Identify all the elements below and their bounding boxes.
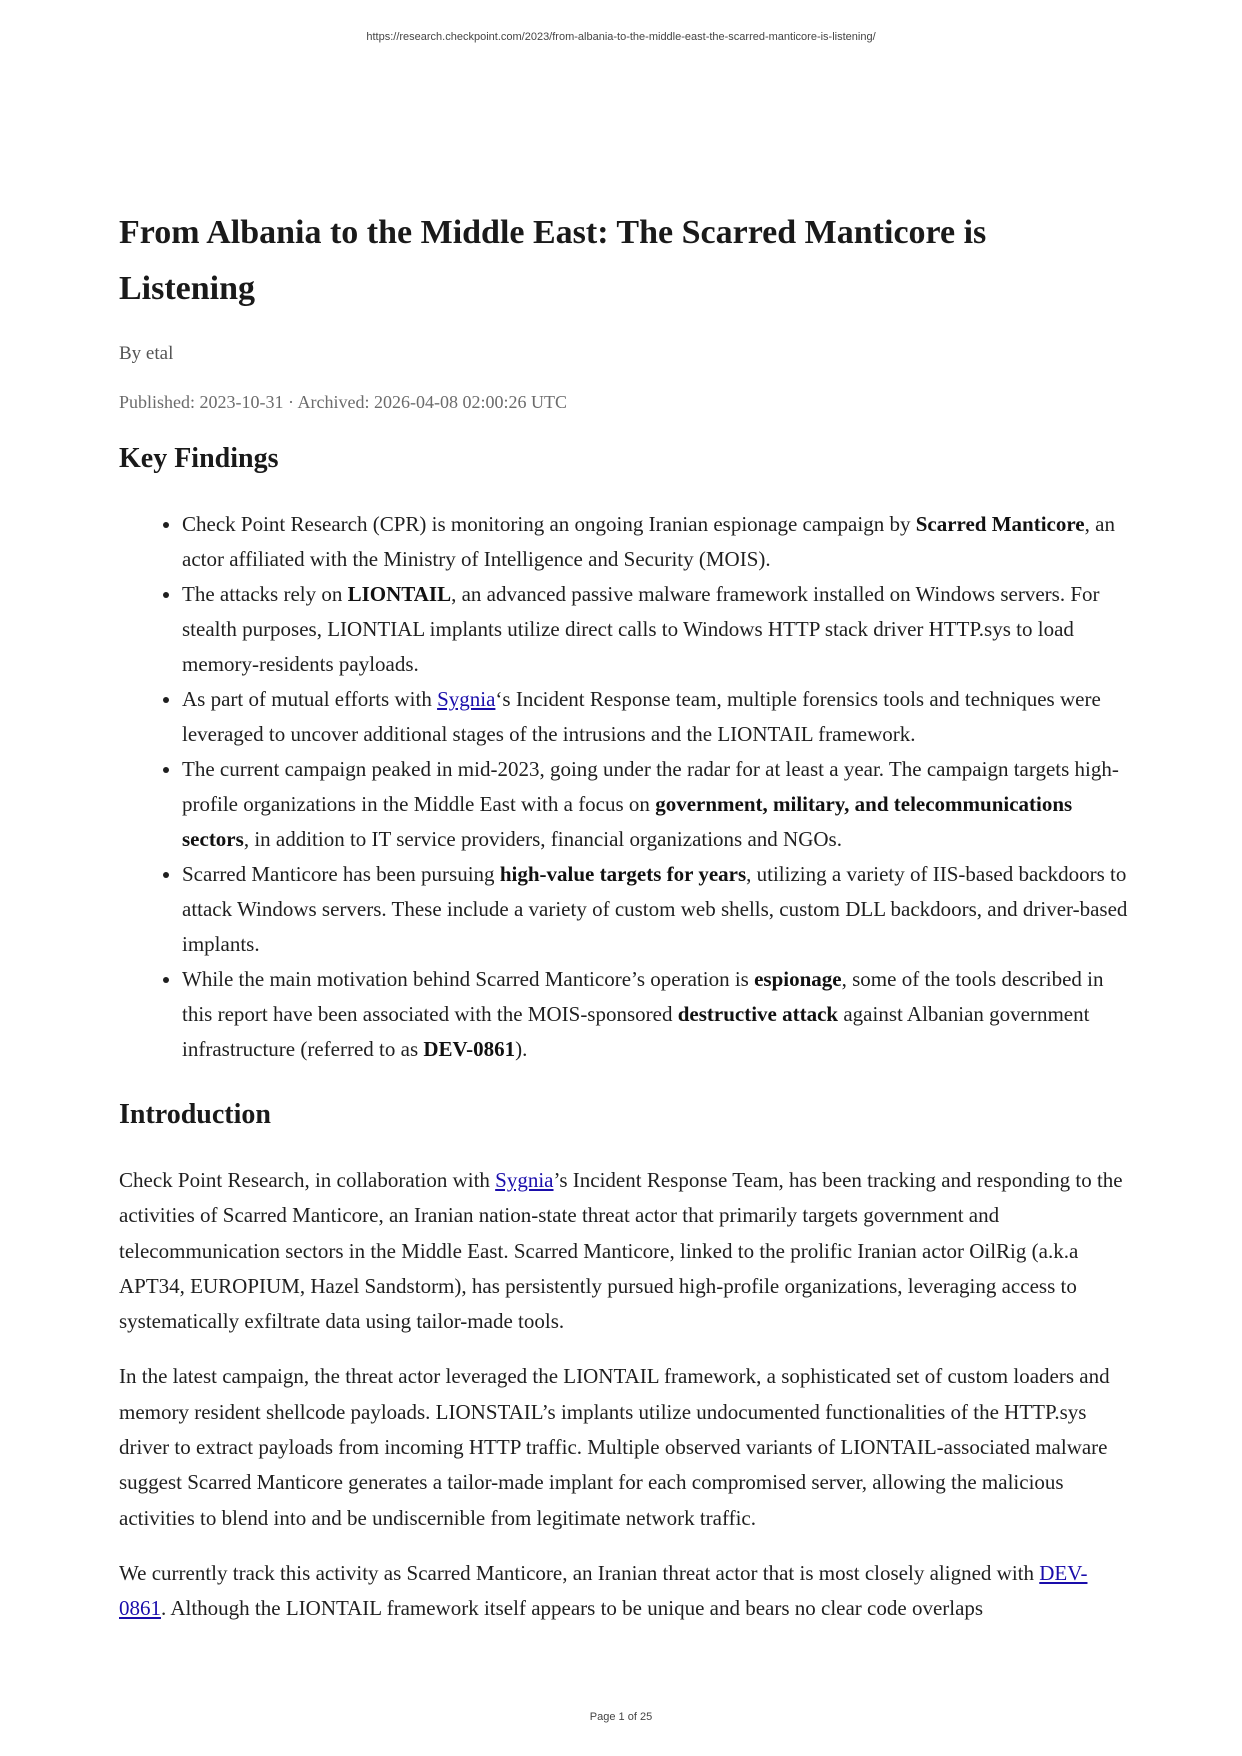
intro-paragraph xyxy=(119,1163,1129,1339)
sygnia-link[interactable]: Sygnia xyxy=(495,1168,554,1192)
text: The attacks rely on xyxy=(182,582,348,606)
text: As part of mutual efforts with xyxy=(182,687,438,711)
key-findings-heading: Key Findings xyxy=(119,443,279,474)
text: . Although the LIONTAIL framework itself appears to be unique and bears no clear code overlaps xyxy=(161,1596,984,1621)
text: ). xyxy=(515,1037,528,1061)
bold-text: DEV-0861 xyxy=(423,1037,516,1061)
bold-text: destructive attack xyxy=(677,1002,839,1026)
bold-text: espionage xyxy=(754,967,842,991)
sygnia-link[interactable]: Sygnia xyxy=(437,687,496,711)
bold-text: government, military, and telecommunications sectors xyxy=(182,792,1073,851)
text: The current campaign peaked in mid-2023, going under the radar for at least a year. The campaign targets high-profile organizations in the Middle East with a focus on xyxy=(182,757,1119,816)
finding-item xyxy=(182,507,1129,577)
finding-item xyxy=(182,752,1129,857)
bold-text: LIONTAIL xyxy=(347,582,452,606)
page-url-header: https://research.checkpoint.com/2023/from-albania-to-the-middle-east-the-scarred-manticore-is-listening/ xyxy=(366,31,876,43)
page-number-footer: Page 1 of 25 xyxy=(589,1711,653,1723)
dev-0861-link[interactable]: DEV-0861 xyxy=(119,1560,1088,1621)
bold-text: Scarred Manticore xyxy=(915,512,1085,536)
text: We currently track this activity as Scarred Manticore, an Iranian threat actor that is most closely aligned with xyxy=(119,1560,1040,1585)
article-title: From Albania to the Middle East: The Scarred Manticore is Listening xyxy=(119,214,987,307)
text: against Albanian government infrastructure (referred to as xyxy=(182,1002,1090,1061)
text: Scarred Manticore has been pursuing xyxy=(182,862,500,886)
text: Check Point Research (CPR) is monitoring an ongoing Iranian espionage campaign by xyxy=(182,512,916,536)
text: , an advanced passive malware framework installed on Windows servers. For stealth purposes, LIONTIAL implants utilize direct calls to Windows HTTP stack driver HTTP.sys to load memory-residents payloads. xyxy=(182,582,1100,676)
text: While the main motivation behind Scarred Manticore’s operation is xyxy=(182,967,755,991)
text: , some of the tools described in this report have been associated with the MOIS-sponsored xyxy=(182,967,1104,1026)
article-byline: By etal xyxy=(119,343,174,364)
key-findings-list xyxy=(119,507,1129,1067)
text: , in addition to IT service providers, financial organizations and NGOs. xyxy=(243,827,842,851)
intro-paragraph xyxy=(119,1359,1129,1535)
finding-item xyxy=(182,577,1129,682)
text: In the latest campaign, the threat actor leveraged the LIONTAIL framework, a sophisticated set of custom loaders and memory resident shellcode payloads. LIONSTAIL’s implants utilize undocumented functionalities of the HTTP.sys driver to extract payloads from incoming HTTP traffic. Multiple observed variants of LIONTAIL-associated malware suggest Scarred Manticore generates a tailor-made implant for each compromised server, allowing the malicious activities to blend into and be undiscernible from legitimate network traffic. xyxy=(119,1364,1110,1530)
introduction-heading: Introduction xyxy=(119,1099,271,1130)
text: Check Point Research, in collaboration with xyxy=(119,1168,496,1192)
text: , utilizing a variety of IIS-based backdoors to attack Windows servers. These include a variety of custom web shells, custom DLL backdoors, and driver-based implants. xyxy=(182,862,1128,956)
intro-paragraph xyxy=(119,1556,1129,1627)
text: , an actor affiliated with the Ministry of Intelligence and Security (MOIS). xyxy=(182,512,1115,571)
article-meta: Published: 2023-10-31 · Archived: 2026-04-08 02:00:26 UTC xyxy=(119,392,567,412)
bold-text: high-value targets for years xyxy=(499,862,747,886)
finding-item xyxy=(182,857,1129,962)
text: ‘s Incident Response team, multiple forensics tools and techniques were leveraged to uncover additional stages of the intrusions and the LIONTAIL framework. xyxy=(182,687,1101,746)
finding-item xyxy=(182,962,1129,1067)
text: ’s Incident Response Team, has been tracking and responding to the activities of Scarred Manticore, an Iranian nation-state threat actor that primarily targets government and telecommunication sectors in the Middle East. Scarred Manticore, linked to the prolific Iranian actor OilRig (a.k.a APT34, EUROPIUM, Hazel Sandstorm), has persistently pursued high-profile organizations, leveraging access to systematically exfiltrate data using tailor-made tools. xyxy=(119,1168,1123,1334)
finding-item xyxy=(182,682,1129,752)
article xyxy=(119,205,1129,1627)
